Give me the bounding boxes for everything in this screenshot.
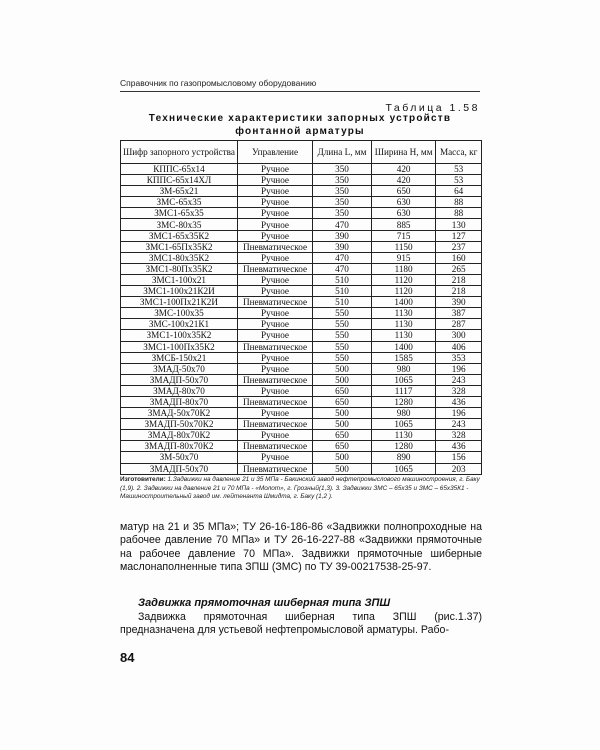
table-label: Таблица 1.58 <box>385 102 480 114</box>
cell-code: ЗМАДП-80х70 <box>121 396 238 407</box>
cell-code: ЗМС-100х35 <box>121 308 238 319</box>
cell-length: 650 <box>313 430 372 441</box>
cell-code: ЗМАДП-50х70К2 <box>121 419 238 430</box>
cell-code: ЗМАДП-50х70 <box>121 463 238 474</box>
cell-control: Ручное <box>237 186 312 197</box>
cell-control: Ручное <box>237 175 312 186</box>
cell-mass: 265 <box>436 263 482 274</box>
cell-mass: 127 <box>436 230 482 241</box>
cell-code: ЗМС-80х35 <box>121 219 238 230</box>
cell-width: 715 <box>371 230 435 241</box>
cell-length: 350 <box>313 208 372 219</box>
paragraph-description: Задвижка прямоточная шиберная типа ЗПШ (рис.1.37) предназначена для устьевой нефтепромысловой арматуры. Рабо- <box>120 611 482 637</box>
cell-width: 1120 <box>371 274 435 285</box>
cell-length: 650 <box>313 396 372 407</box>
cell-control: Ручное <box>237 308 312 319</box>
cell-width: 1065 <box>371 374 435 385</box>
cell-control: Ручное <box>237 164 312 175</box>
cell-width: 1585 <box>371 352 435 363</box>
cell-control: Ручное <box>237 330 312 341</box>
cell-code: ЗМС-65х35 <box>121 197 238 208</box>
cell-control: Ручное <box>237 452 312 463</box>
cell-length: 550 <box>313 319 372 330</box>
cell-mass: 436 <box>436 396 482 407</box>
table-row <box>121 408 482 419</box>
section-heading: Задвижка прямоточная шиберная типа ЗПШ <box>138 597 391 609</box>
cell-mass: 203 <box>436 463 482 474</box>
cell-code: ЗМС1-100Пх35К2 <box>121 341 238 352</box>
cell-width: 890 <box>371 452 435 463</box>
cell-length: 500 <box>313 463 372 474</box>
cell-length: 470 <box>313 252 372 263</box>
cell-width: 1130 <box>371 308 435 319</box>
table-row <box>121 263 482 274</box>
cell-length: 470 <box>313 219 372 230</box>
cell-mass: 287 <box>436 319 482 330</box>
cell-width: 420 <box>371 164 435 175</box>
cell-width: 1130 <box>371 330 435 341</box>
table-row <box>121 274 482 285</box>
cell-width: 630 <box>371 208 435 219</box>
table-row <box>121 396 482 407</box>
paragraph-standards: матур на 21 и 35 МПа»; ТУ 26-16-186-86 «Задвижки полнопроходные на рабочее давление 70 МПа» и ТУ 26-16-227-88 «Задвижки прямоточные на рабочее давление 70 МПа». Задвижки прямоточные шиберные маслонаполненные типа ЗПШ (ЗМС) по ТУ 39-00217538-25-97. <box>120 521 482 574</box>
column-header-width: Ширина H, мм <box>371 141 435 164</box>
cell-width: 1150 <box>371 241 435 252</box>
cell-code: ЗМАД-80х70К2 <box>121 430 238 441</box>
cell-width: 1280 <box>371 441 435 452</box>
cell-code: ЗМС1-65х35К2 <box>121 230 238 241</box>
cell-length: 470 <box>313 263 372 274</box>
table-row <box>121 463 482 474</box>
cell-mass: 237 <box>436 241 482 252</box>
page-number: 84 <box>120 650 135 665</box>
cell-control: Ручное <box>237 408 312 419</box>
cell-length: 510 <box>313 286 372 297</box>
cell-length: 350 <box>313 175 372 186</box>
cell-control: Ручное <box>237 352 312 363</box>
cell-length: 500 <box>313 374 372 385</box>
cell-mass: 196 <box>436 363 482 374</box>
cell-length: 650 <box>313 385 372 396</box>
table-title-line-2: фонтанной арматуры <box>235 126 365 137</box>
cell-mass: 64 <box>436 186 482 197</box>
cell-mass: 243 <box>436 374 482 385</box>
cell-width: 1130 <box>371 319 435 330</box>
cell-length: 550 <box>313 308 372 319</box>
cell-code: ЗМАДП-80х70К2 <box>121 441 238 452</box>
cell-mass: 387 <box>436 308 482 319</box>
cell-code: ЗМС-100х21К1 <box>121 319 238 330</box>
table-row <box>121 186 482 197</box>
cell-mass: 196 <box>436 408 482 419</box>
manufacturers-text: 1.Задвижки на давление 21 и 35 МПа - Бакинский завод нефтепромыслового машиностроения, г. Баку (1,9). 2. Задвижки на давление 21 и 70 МПа - «Молот», г. Грозный(1,3). 3. Задвижки ЗМС – 65х35 и ЗМС – 65х35К1 - Машиностроительный завод им. лейтенанта Шмидта, г. Баку (1,2 ). <box>120 476 480 501</box>
cell-control: Пневматическое <box>237 341 312 352</box>
cell-mass: 218 <box>436 286 482 297</box>
cell-control: Ручное <box>237 319 312 330</box>
cell-width: 1400 <box>371 341 435 352</box>
table-row <box>121 241 482 252</box>
cell-width: 1065 <box>371 419 435 430</box>
table-row <box>121 430 482 441</box>
cell-width: 1400 <box>371 297 435 308</box>
cell-control: Пневматическое <box>237 396 312 407</box>
cell-mass: 353 <box>436 352 482 363</box>
cell-mass: 243 <box>436 419 482 430</box>
cell-mass: 406 <box>436 341 482 352</box>
cell-code: ЗМС1-80Пх35К2 <box>121 263 238 274</box>
cell-width: 980 <box>371 363 435 374</box>
cell-code: ЗМС1-65Пх35К2 <box>121 241 238 252</box>
manufacturers-label: Изготовители: <box>120 476 166 483</box>
cell-mass: 160 <box>436 252 482 263</box>
cell-length: 500 <box>313 408 372 419</box>
cell-length: 510 <box>313 297 372 308</box>
cell-mass: 53 <box>436 164 482 175</box>
cell-code: ЗМСБ-150х21 <box>121 352 238 363</box>
cell-control: Ручное <box>237 230 312 241</box>
cell-length: 650 <box>313 441 372 452</box>
cell-control: Пневматическое <box>237 297 312 308</box>
cell-length: 500 <box>313 419 372 430</box>
cell-mass: 436 <box>436 441 482 452</box>
column-header-length: Длина L, мм <box>313 141 372 164</box>
column-header-code: Шифр запорного устройства <box>121 141 238 164</box>
cell-code: ЗМ-50х70 <box>121 452 238 463</box>
manufacturers-note <box>120 476 482 502</box>
cell-code: ЗМАД-50х70 <box>121 363 238 374</box>
table-row <box>121 352 482 363</box>
table-row <box>121 252 482 263</box>
cell-control: Ручное <box>237 219 312 230</box>
table-row <box>121 175 482 186</box>
cell-control: Ручное <box>237 252 312 263</box>
cell-code: КППС-65х14 <box>121 164 238 175</box>
cell-width: 915 <box>371 252 435 263</box>
table-row <box>121 363 482 374</box>
cell-width: 1117 <box>371 385 435 396</box>
cell-code: ЗМС1-80х35К2 <box>121 252 238 263</box>
cell-control: Пневматическое <box>237 241 312 252</box>
cell-length: 350 <box>313 197 372 208</box>
table-title-line-1: Технические характеристики запорных устройств <box>148 113 452 124</box>
cell-length: 550 <box>313 341 372 352</box>
table-row <box>121 319 482 330</box>
cell-length: 500 <box>313 452 372 463</box>
cell-width: 1120 <box>371 286 435 297</box>
cell-code: ЗМС1-100Пх21К2И <box>121 297 238 308</box>
cell-mass: 53 <box>436 175 482 186</box>
cell-code: ЗМС1-100х21К2И <box>121 286 238 297</box>
cell-mass: 88 <box>436 197 482 208</box>
cell-width: 1280 <box>371 396 435 407</box>
cell-length: 550 <box>313 330 372 341</box>
cell-control: Ручное <box>237 286 312 297</box>
cell-length: 550 <box>313 352 372 363</box>
table-row <box>121 441 482 452</box>
cell-mass: 88 <box>436 208 482 219</box>
specifications-table <box>120 140 482 475</box>
cell-control: Ручное <box>237 274 312 285</box>
table-body <box>121 164 482 475</box>
cell-control: Пневматическое <box>237 263 312 274</box>
cell-control: Ручное <box>237 208 312 219</box>
cell-width: 420 <box>371 175 435 186</box>
table-row <box>121 297 482 308</box>
cell-code: КППС-65х14ХЛ <box>121 175 238 186</box>
table-row <box>121 452 482 463</box>
table-row <box>121 308 482 319</box>
cell-width: 1180 <box>371 263 435 274</box>
cell-length: 350 <box>313 186 372 197</box>
cell-width: 650 <box>371 186 435 197</box>
cell-width: 1130 <box>371 430 435 441</box>
cell-code: ЗМАД-50х70К2 <box>121 408 238 419</box>
cell-control: Пневматическое <box>237 374 312 385</box>
cell-control: Пневматическое <box>237 463 312 474</box>
cell-mass: 218 <box>436 274 482 285</box>
cell-mass: 156 <box>436 452 482 463</box>
table-header-row <box>121 141 482 164</box>
cell-length: 390 <box>313 241 372 252</box>
cell-width: 630 <box>371 197 435 208</box>
table-row <box>121 164 482 175</box>
cell-code: ЗМС1-100х21 <box>121 274 238 285</box>
cell-control: Ручное <box>237 363 312 374</box>
table-row <box>121 219 482 230</box>
table-row <box>121 419 482 430</box>
cell-code: ЗМС1-65х35 <box>121 208 238 219</box>
table-row <box>121 385 482 396</box>
cell-control: Пневматическое <box>237 419 312 430</box>
column-header-mass: Масса, кг <box>436 141 482 164</box>
cell-code: ЗМ-65х21 <box>121 186 238 197</box>
cell-control: Ручное <box>237 385 312 396</box>
cell-code: ЗМС1-100х35К2 <box>121 330 238 341</box>
table-row <box>121 208 482 219</box>
running-head: Справочник по газопромысловому оборудованию <box>120 78 480 92</box>
table-row <box>121 230 482 241</box>
cell-mass: 328 <box>436 385 482 396</box>
cell-width: 1065 <box>371 463 435 474</box>
table-row <box>121 197 482 208</box>
table-row <box>121 330 482 341</box>
cell-width: 980 <box>371 408 435 419</box>
cell-code: ЗМАД-80х70 <box>121 385 238 396</box>
cell-control: Ручное <box>237 197 312 208</box>
cell-length: 350 <box>313 164 372 175</box>
cell-control: Пневматическое <box>237 441 312 452</box>
cell-mass: 328 <box>436 430 482 441</box>
cell-width: 885 <box>371 219 435 230</box>
table-row <box>121 286 482 297</box>
cell-mass: 390 <box>436 297 482 308</box>
cell-control: Ручное <box>237 430 312 441</box>
table-row <box>121 374 482 385</box>
cell-length: 390 <box>313 230 372 241</box>
cell-length: 510 <box>313 274 372 285</box>
column-header-control: Управление <box>237 141 312 164</box>
cell-mass: 130 <box>436 219 482 230</box>
cell-code: ЗМАДП-50х70 <box>121 374 238 385</box>
cell-length: 500 <box>313 363 372 374</box>
table-row <box>121 341 482 352</box>
cell-mass: 300 <box>436 330 482 341</box>
